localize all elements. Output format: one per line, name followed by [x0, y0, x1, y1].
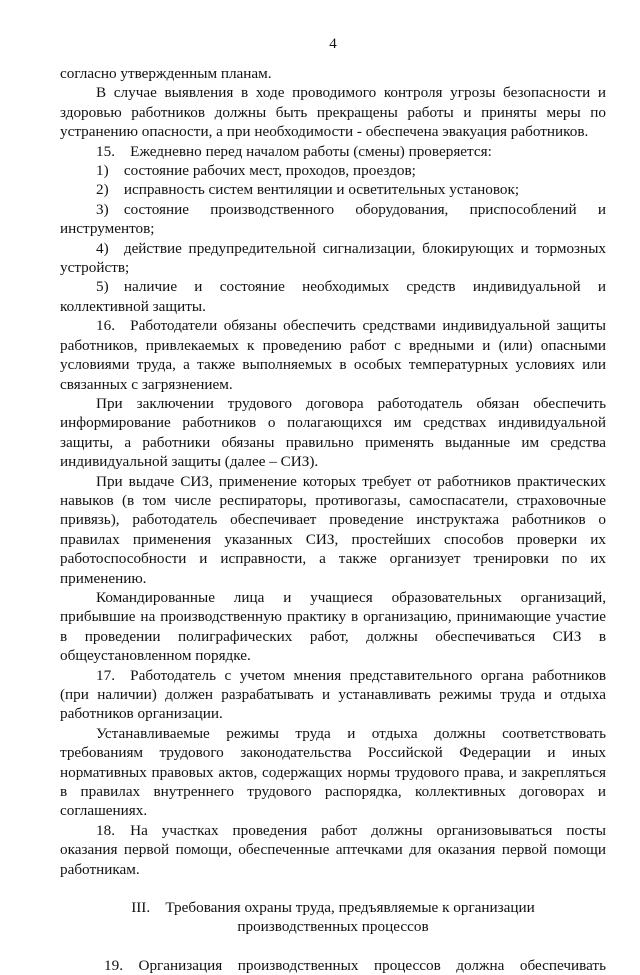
section-heading-line-1: III. Требования охраны труда, предъявляемые к организации	[131, 899, 535, 917]
section-heading	[60, 898, 606, 937]
word: производственных	[237, 956, 359, 974]
word: процессов	[373, 956, 441, 974]
paragraph: 18. На участках проведения работ должны организовываться посты оказания первой помощи, обеспеченные аптечками для оказания первой помощи работникам.	[60, 821, 606, 878]
paragraph: 16. Работодатели обязаны обеспечить средствами индивидуальной защиты работников, привлекаемых к проведению работ с вредными и (или) опасными условиями труда, а также выполняемых в особых температурных условиях или связанных с загрязнением.	[60, 317, 606, 393]
document-body	[60, 64, 606, 879]
word: должна	[456, 956, 505, 974]
paragraph: 3) состояние производственного оборудования, приспособлений и инструментов;	[60, 200, 606, 238]
paragraph: 17. Работодатель с учетом мнения представительного органа работников (при наличии) должен разрабатывать и устанавливать режимы труда и отдыха работников организации.	[60, 666, 606, 723]
paragraph: 2) исправность систем вентиляции и осветительных установок;	[96, 181, 520, 199]
paragraph: В случае выявления в ходе проводимого контроля угрозы безопасности и здоровью работников должны быть прекращены работы и приняты меры по устранению опасности, а при необходимости - обеспечена эвакуация работников.	[60, 84, 606, 141]
paragraph: 1) состояние рабочих мест, проходов, проездов;	[96, 162, 416, 180]
paragraph: 5) наличие и состояние необходимых средств индивидуальной и коллективной защиты.	[60, 278, 606, 315]
paragraph: Командированные лица и учащиеся образовательных организаций, прибывшие на производственную практику в организацию, принимающие участие в проведении полиграфических работ, должны обеспечиваться СИЗ в общеустановленном порядке.	[60, 588, 606, 665]
paragraph: При выдаче СИЗ, применение которых требует от работников практических навыков (в том числе респираторы, противогазы, самоспасатели, страховочные привязь), работодатель обеспечивает проведение инструктажа работников о правилах применения указанных СИЗ, простейших способов проверки их работоспособности и исправности, а также организует тренировки по их применению.	[60, 472, 606, 587]
paragraph: Устанавливаемые режимы труда и отдыха должны соответствовать требованиям трудового законодательства Российской Федерации и иных нормативных правовых актов, содержащих нормы трудового права, и закрепляться в правилах внутреннего трудового распорядка, коллективных договорах и соглашениях.	[60, 724, 606, 820]
paragraph: 4) действие предупредительной сигнализации, блокирующих и тормозных устройств;	[60, 239, 606, 277]
word: обеспечивать	[519, 956, 606, 974]
word: Организация	[138, 956, 223, 974]
page-number: 4	[329, 36, 337, 52]
paragraph: 15. Ежедневно перед началом работы (смены) проверяется:	[96, 142, 492, 160]
paragraph: При заключении трудового договора работодатель обязан обеспечить информирование работников о полагающихся им средствах индивидуальной защиты, а работники обязаны правильно применять выданные им средства индивидуальной защиты (далее – СИЗ).	[60, 394, 606, 471]
paragraph: согласно утвержденным планам.	[60, 65, 272, 82]
paragraph-19-start	[60, 956, 606, 975]
word: 19.	[104, 956, 123, 974]
section-heading-line-2: производственных процессов	[237, 918, 429, 936]
